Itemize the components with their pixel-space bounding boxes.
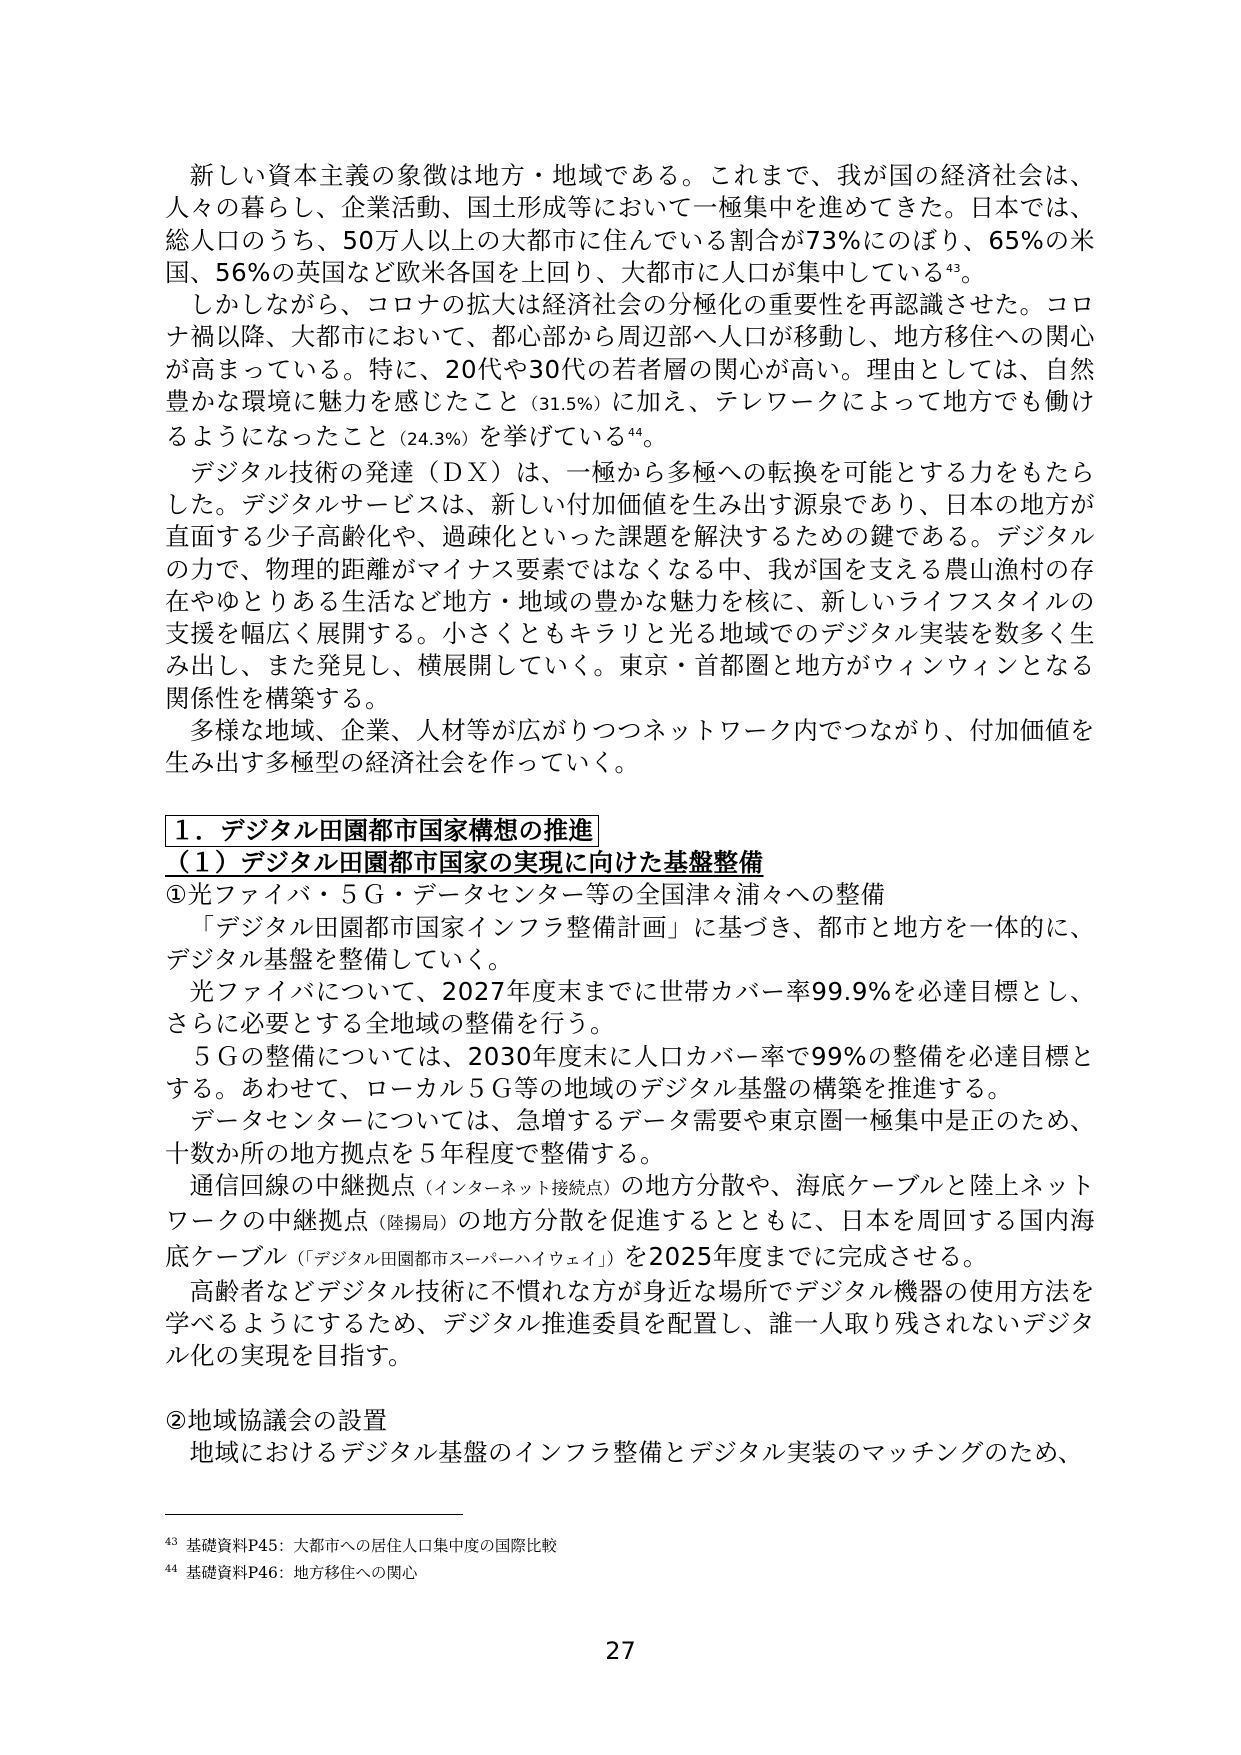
body-text	[165, 160, 1095, 1469]
item1-paragraph-3: ５Ｇの整備については、2030年度末に人口カバー率で99%の整備を必達目標とする。あわせて、ローカル５Ｇ等の地域のデジタル基盤の構築を推進する。	[165, 1041, 1095, 1104]
footnotes	[165, 1531, 1065, 1585]
item2-title: ②地域協議会の設置	[165, 1405, 388, 1435]
intro-paragraph-3: デジタル技術の発達（ＤＸ）は、一極から多極への転換を可能とする力をもたらした。デジタルサービスは、新しい付加価値を生み出す源泉であり、日本の地方が直面する少子高齢化や、過疎化といった課題を解決するための鍵である。デジタルの力で、物理的距離がマイナス要素ではなくなる中、我が国を支える農山漁村の存在やゆとりある生活など地方・地域の豊かな魅力を核に、新しいライフスタイルの支援を幅広く展開する。小さくともキラリと光る地域でのデジタル実装を数多く生み出し、また発見し、横展開していく。東京・首都圏と地方がウィンウィンとなる関係性を構築する。	[165, 457, 1095, 713]
item1-paragraph-2: 光ファイバについて、2027年度末までに世帯カバー率99.9%を必達目標とし、さらに必要とする全地域の整備を行う。	[165, 977, 1095, 1039]
item1-paragraph-1: 「デジタル田園都市国家インフラ整備計画」に基づき、都市と地方を一体的に、デジタル基盤を整備していく。	[165, 912, 1095, 974]
section-subheading: （１）デジタル田園都市国家の実現に向けた基盤整備	[165, 847, 764, 877]
item1-paragraph-6: 高齢者などデジタル技術に不慣れな方が身近な場所でデジタル機器の使用方法を学べるようにするため、デジタル推進委員を配置し、誰一人取り残されないデジタル化の実現を目指す。	[165, 1276, 1095, 1371]
footnote-divider	[165, 1514, 463, 1515]
item1-paragraph-4: データセンターについては、急増するデータ需要や東京圏一極集中是正のため、十数か所の地方拠点を５年程度で整備する。	[165, 1106, 1095, 1168]
intro-paragraph-4: 多様な地域、企業、人材等が広がりつつネットワーク内でつながり、付加価値を生み出す多極型の経済社会を作っていく。	[165, 716, 1095, 778]
footnote-44: $^{44}$ 基礎資料P46：地方移住への関心	[165, 1564, 418, 1583]
page-number: 27	[605, 1637, 636, 1665]
footnote-43: $^{43}$ 基礎資料P45：大都市への居住人口集中度の国際比較	[165, 1537, 557, 1556]
footnote-ref-43[interactable]: 43	[945, 261, 961, 275]
intro-paragraph-1: 新しい資本主義の象徴は地方・地域である。これまで、我が国の経済社会は、人々の暮らし、企業活動、国土形成等において一極集中を進めてきた。日本では、総人口のうち、50万人以上の大都市に住んでいる割合が73%にのぼり、65%の米国、56%の英国など欧米各国を上回り、大都市に人口が集中している$^{43}$。	[165, 161, 1095, 287]
intro-paragraph-2: しかしながら、コロナの拡大は経済社会の分極化の重要性を再認識させた。コロナ禍以降、大都市において、都心部から周辺部へ人口が移動し、地方移住への関心が高まっている。特に、20代や30代の若者層の関心が高い。理由としては、自然豊かな環境に魅力を感じたこと（31.5%）に加え、テレワークによって地方でも働けるようになったこと（24.3%）を挙げている$^{44}$。	[165, 290, 1096, 452]
item2-paragraph-1: 地域におけるデジタル基盤のインフラ整備とデジタル実装のマッチングのため、	[189, 1437, 1083, 1467]
item1-paragraph-5: 通信回線の中継拠点（インターネット接続点）の地方分散や、海底ケーブルと陸上ネットワークの中継拠点（陸揚局）の地方分散を促進するとともに、日本を周回する国内海底ケーブル（「デジタル田園都市スーパーハイウェイ」）を2025年度までに完成させる。	[165, 1170, 1096, 1271]
item1-title: ①光ファイバ・５Ｇ・データセンター等の全国津々浦々への整備	[165, 880, 886, 910]
footnote-ref-44[interactable]: 44	[628, 426, 644, 440]
section-heading: １．デジタル田園都市国家構想の推進	[165, 815, 599, 847]
